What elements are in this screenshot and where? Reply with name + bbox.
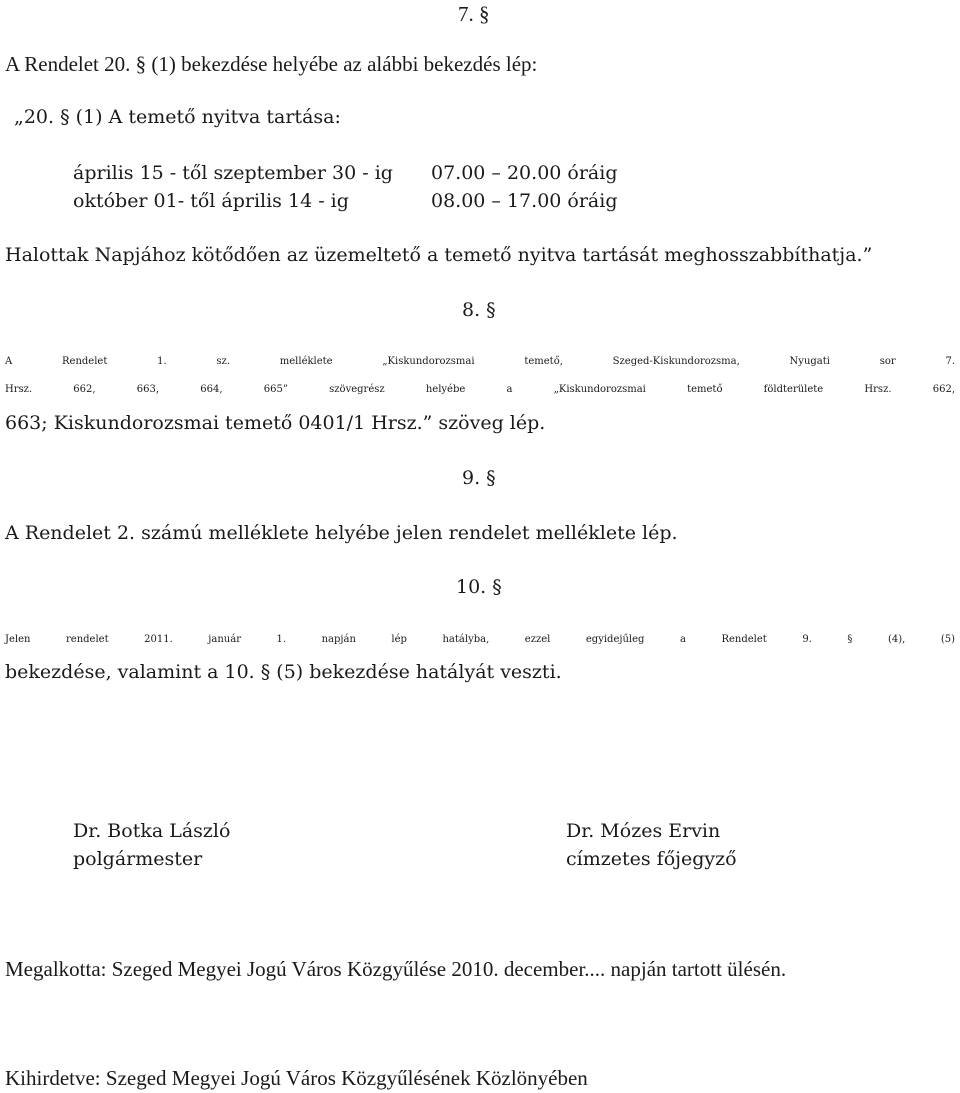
paragraph-line: Hrsz. 662, 663, 664, 665” szövegrész helyébe a „Kiskundorozsmai temető földterülete Hrsz. 662,: [5, 384, 955, 395]
section-heading: 7. §: [458, 2, 490, 26]
paragraph-line: Jelen rendelet 2011. január 1. napján lép hatályba, ezzel egyidejűleg a Rendelet 9. § (4), (5): [5, 634, 955, 645]
period-cell: október 01- től április 14 - ig: [73, 190, 349, 212]
signatory-title: címzetes főjegyző: [566, 848, 737, 870]
signatory-title: polgármester: [73, 848, 203, 870]
quoted-heading: „20. § (1) A temető nyitva tartása:: [14, 106, 341, 128]
section-heading: 10. §: [456, 576, 502, 598]
paragraph-line: bekezdése, valamint a 10. § (5) bekezdése hatályát veszti.: [5, 661, 562, 683]
signatory-name: Dr. Botka László: [73, 820, 231, 842]
hours-cell: 07.00 – 20.00 óráig: [431, 162, 618, 184]
paragraph-line: 663; Kiskundorozsmai temető 0401/1 Hrsz.” szöveg lép.: [5, 412, 546, 434]
hours-cell: 08.00 – 17.00 óráig: [431, 190, 618, 212]
adoption-note: Megalkotta: Szeged Megyei Jogú Város Közgyűlése 2010. december.... napján tartott ülésén.: [5, 957, 787, 981]
publication-note: Kihirdetve: Szeged Megyei Jogú Város Közgyűlésének Közlönyében: [5, 1066, 588, 1090]
period-cell: április 15 - től szeptember 30 - ig: [73, 162, 393, 184]
section-heading: 9. §: [462, 467, 496, 489]
paragraph-line: A Rendelet 2. számú melléklete helyébe jelen rendelet melléklete lép.: [5, 522, 678, 544]
paragraph-line: A Rendelet 1. sz. melléklete „Kiskundorozsmai temető, Szeged-Kiskundorozsma, Nyugati sor 7.: [5, 356, 955, 367]
section-heading: 8. §: [462, 299, 496, 321]
signatory-name: Dr. Mózes Ervin: [566, 820, 721, 842]
section-intro: A Rendelet 20. § (1) bekezdése helyébe az alábbi bekezdés lép:: [5, 52, 538, 76]
section-note: Halottak Napjához kötődően az üzemeltető a temető nyitva tartását meghosszabbíthatja.”: [5, 244, 873, 266]
